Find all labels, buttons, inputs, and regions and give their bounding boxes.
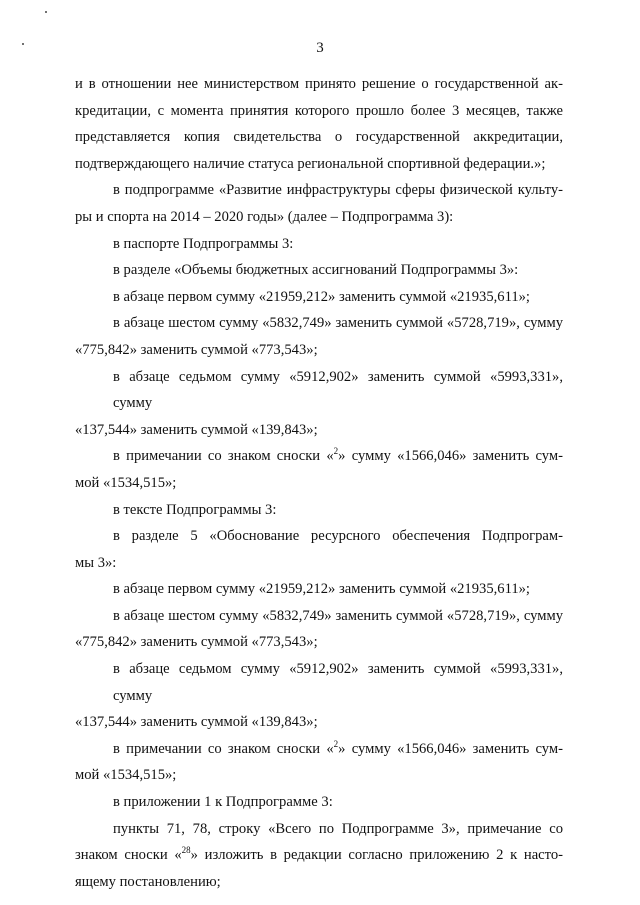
text-line xyxy=(75,443,563,470)
text-line: «137,544» заменить суммой «139,843»; xyxy=(75,421,318,438)
text-line: и в отношении нее министерством принято решение о государственной ак- xyxy=(75,76,563,92)
line-text-post: » сумму «1566,046» заменить сум- xyxy=(338,740,563,757)
text-line: в абзаце шестом сумму «5832,749» заменить суммой «5728,719», сумму xyxy=(113,607,563,624)
text-line: в абзаце первом сумму «21959,212» заменить суммой «21935,611»; xyxy=(113,581,530,598)
text-line: в абзаце седьмом сумму «5912,902» заменить суммой «5993,331», сумму xyxy=(113,368,563,412)
text-line: в разделе 5 «Обоснование ресурсного обеспечения Подпрограм- xyxy=(113,528,563,545)
line-text-pre: в примечании со знаком сноски « xyxy=(113,448,334,465)
text-line: мой «1534,515»; xyxy=(75,767,177,784)
body-text xyxy=(75,71,563,895)
text-line: мы 3»: xyxy=(75,554,117,571)
text-line: в абзаце первом сумму «21959,212» заменить суммой «21935,611»; xyxy=(113,288,530,305)
text-line: подтверждающего наличие статуса региональной спортивной федерации.»; xyxy=(75,155,546,172)
line-text-pre: знаком сноски « xyxy=(75,847,182,864)
text-line: представляется копия свидетельства о государственной аккредитации, xyxy=(75,129,563,146)
line-text-pre: в примечании со знаком сноски « xyxy=(113,740,334,757)
text-line xyxy=(75,842,563,869)
text-line: в разделе «Объемы бюджетных ассигнований Подпрограммы 3»: xyxy=(113,262,519,279)
line-text-post: » сумму «1566,046» заменить сум- xyxy=(338,448,563,465)
footnote-marker: 2 xyxy=(333,446,339,457)
text-line: в приложении 1 к Подпрограмме 3: xyxy=(113,794,333,811)
text-line: пункты 71, 78, строку «Всего по Подпрограмме 3», примечание со xyxy=(113,820,563,837)
text-line: «775,842» заменить суммой «773,543»; xyxy=(75,634,318,651)
text-line: в абзаце седьмом сумму «5912,902» заменить суммой «5993,331», сумму xyxy=(113,661,563,704)
text-line: в паспорте Подпрограммы 3: xyxy=(113,235,294,252)
text-line: кредитации, с момента принятия которого прошло более 3 месяцев, также xyxy=(75,102,563,119)
text-line: в подпрограмме «Развитие инфраструктуры сферы физической культу- xyxy=(113,182,563,199)
footnote-marker: 28 xyxy=(181,845,191,856)
text-line: ры и спорта на 2014 – 2020 годы» (далее – Подпрограмма 3): xyxy=(75,208,454,225)
text-line: мой «1534,515»; xyxy=(75,474,177,491)
text-line xyxy=(75,736,563,763)
text-line: в абзаце шестом сумму «5832,749» заменить суммой «5728,719», сумму xyxy=(113,315,563,332)
line-text-post: » изложить в редакции согласно приложению 2 к насто- xyxy=(190,847,563,864)
text-line: «775,842» заменить суммой «773,543»; xyxy=(75,341,318,358)
text-line: ящему постановлению; xyxy=(75,873,221,890)
page-number: 3 xyxy=(316,40,324,56)
footnote-marker: 2 xyxy=(333,738,339,749)
text-line: «137,544» заменить суммой «139,843»; xyxy=(75,714,318,731)
text-line: в тексте Подпрограммы 3: xyxy=(113,501,277,518)
scan-speck xyxy=(45,11,47,13)
